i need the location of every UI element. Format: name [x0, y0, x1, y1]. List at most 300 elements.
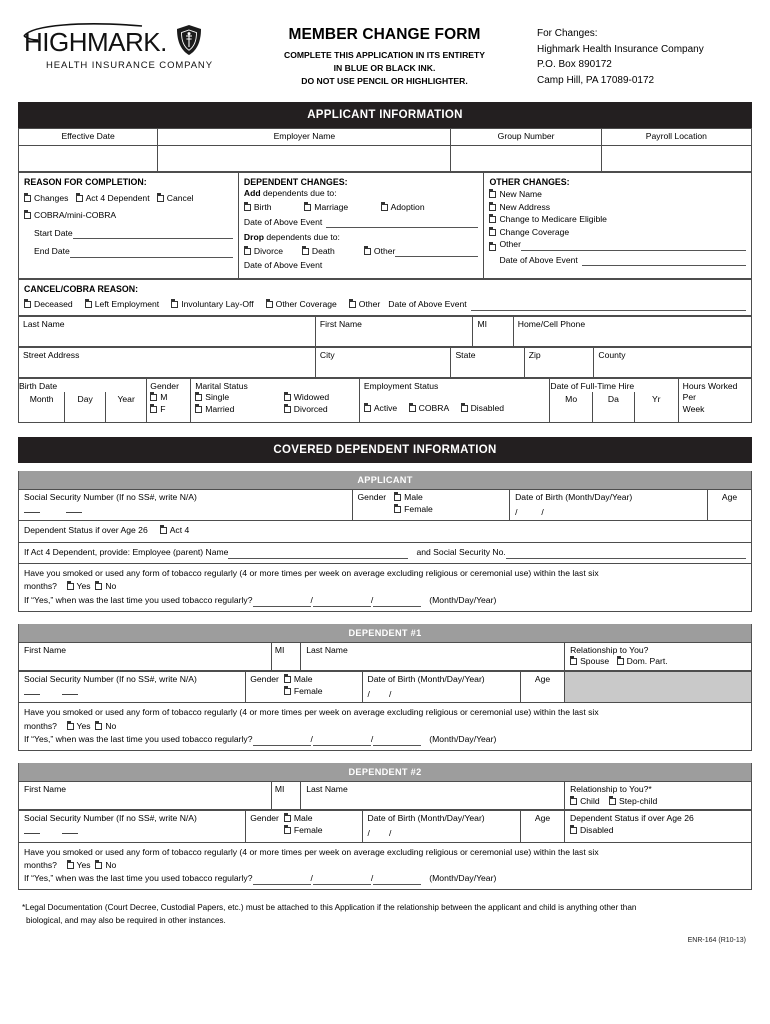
label-adoption: Adoption	[390, 202, 425, 213]
checkbox-applicant-female[interactable]	[394, 504, 433, 516]
checkbox-icon[interactable]	[381, 204, 388, 211]
checkbox-dep2-child[interactable]	[570, 796, 600, 808]
field-hours-worked[interactable]	[678, 378, 751, 423]
field-state[interactable]	[451, 347, 524, 377]
checkbox-icon[interactable]	[349, 301, 356, 308]
drop-rest-label: dependents due to:	[263, 232, 340, 243]
label-hours-week: Week	[682, 403, 705, 414]
checkbox-dep1-spouse[interactable]	[570, 656, 609, 668]
input-birth-year[interactable]	[106, 392, 147, 422]
field-dep2-first-name[interactable]	[19, 782, 272, 810]
checkbox-tobacco-no-applicant[interactable]	[95, 580, 116, 593]
input-tobacco-month-applicant[interactable]	[253, 597, 311, 607]
label-single: Single	[205, 392, 230, 403]
tobacco-last-used-label: If “Yes,” when was the last time you used tobacco regularly?	[24, 594, 253, 605]
label-first-name: First Name	[319, 318, 362, 329]
input-tobacco-year-applicant[interactable]	[373, 597, 421, 607]
label-dep2-last-name: Last Name	[306, 784, 348, 795]
label-new-address: New Address	[499, 201, 551, 212]
field-marital-status	[191, 378, 360, 423]
label-divorced: Divorced	[293, 403, 328, 414]
field-dep1-gender	[246, 672, 363, 703]
checkbox-tobacco-no-dep2[interactable]	[95, 859, 116, 872]
label-month: Month	[29, 394, 54, 405]
checkbox-icon[interactable]	[364, 405, 371, 412]
cancel-cobra-table	[18, 279, 752, 315]
checkbox-dep2-male[interactable]	[284, 813, 323, 825]
checkbox-icon[interactable]	[195, 394, 202, 401]
checkbox-icon[interactable]	[570, 798, 577, 805]
applicant-detail-table	[18, 489, 752, 521]
label-dep2-dob: Date of Birth (Month/Day/Year)	[367, 813, 485, 824]
checkbox-icon[interactable]	[489, 229, 496, 236]
label-dep2-ssn: Social Security Number (If no SS#, write N/A)	[24, 813, 197, 824]
checkbox-gender-female[interactable]	[150, 404, 187, 416]
checkbox-change-coverage[interactable]	[489, 226, 746, 238]
field-applicant-dob[interactable]: Date of Birth (Month/Day/Year) / /	[510, 490, 708, 521]
input-other-drop[interactable]	[395, 247, 478, 257]
label-gender-f: F	[160, 403, 166, 414]
col-group-number: Group Number	[451, 129, 601, 146]
field-first-name[interactable]	[315, 316, 473, 346]
checkbox-icon[interactable]	[302, 248, 309, 255]
checkbox-icon[interactable]	[409, 405, 416, 412]
reason-title: REASON FOR COMPLETION:	[24, 176, 147, 187]
checkbox-dep1-female[interactable]	[284, 686, 323, 698]
checkbox-dep2-stepchild[interactable]	[609, 796, 657, 808]
input-tobacco-year-dep1[interactable]	[373, 736, 421, 746]
input-date-above-event-other[interactable]	[582, 256, 746, 266]
dependent2-detail-table	[18, 810, 752, 842]
label-mdy-dep2: (Month/Day/Year)	[429, 873, 497, 884]
label-dep1-ssn: Social Security Number (If no SS#, write N/A)	[24, 674, 197, 685]
form-number: ENR-164 (R10-13)	[687, 937, 746, 945]
checkbox-new-name[interactable]	[489, 188, 746, 200]
field-last-name[interactable]	[19, 316, 316, 346]
checkbox-disabled-employment[interactable]	[461, 403, 504, 415]
label-deceased: Deceased	[34, 298, 73, 309]
field-gender	[147, 378, 191, 423]
label-widowed: Widowed	[293, 392, 330, 403]
applicant-information-table	[18, 128, 752, 172]
input-tobacco-month-dep2[interactable]	[253, 875, 311, 885]
label-new-name: New Name	[499, 189, 542, 200]
label-other-drop: Other	[373, 245, 396, 256]
field-dep2-gender	[246, 811, 363, 842]
label-date-above-event-other: Date of Above Event	[499, 254, 578, 265]
label-year: Year	[117, 394, 135, 405]
form-title: MEMBER CHANGE FORM	[288, 26, 481, 43]
input-act4-parent-name[interactable]	[228, 549, 408, 559]
label-other-changes: Other	[499, 239, 521, 250]
label-dep2-mi: MI	[274, 784, 285, 795]
label-home-cell-phone: Home/Cell Phone	[517, 318, 586, 329]
ssn-dash-2	[62, 833, 78, 834]
field-city[interactable]	[315, 347, 451, 377]
dependent1-name-table	[18, 642, 752, 671]
dependent-changes-cell	[238, 172, 484, 278]
checkbox-icon[interactable]	[284, 827, 291, 834]
checkbox-icon[interactable]	[157, 195, 164, 202]
checkbox-icon[interactable]	[266, 301, 273, 308]
field-dep2-relationship	[565, 782, 752, 810]
dependent2-name-table	[18, 781, 752, 810]
address-pobox: P.O. Box 890172	[537, 59, 612, 70]
checkbox-tobacco-no-dep1[interactable]	[95, 720, 116, 733]
label-dep1-dob: Date of Birth (Month/Day/Year)	[367, 674, 485, 685]
dependent2-band: DEPENDENT #2	[18, 763, 752, 781]
checkbox-cobra-mini-cobra[interactable]	[24, 210, 116, 222]
field-dep1-relationship	[565, 642, 752, 670]
checkbox-deceased[interactable]	[24, 299, 73, 311]
label-marital-status: Marital Status	[195, 380, 248, 391]
checkbox-new-address[interactable]	[489, 201, 746, 213]
applicant-information-band: APPLICANT INFORMATION	[18, 102, 752, 128]
checkbox-icon[interactable]	[394, 506, 401, 513]
input-tobacco-month-dep1[interactable]	[253, 736, 311, 746]
label-tobacco-no: No	[105, 720, 117, 731]
checkbox-icon[interactable]	[95, 583, 102, 590]
input-birth-month[interactable]	[19, 392, 65, 422]
checkbox-left-employment[interactable]	[85, 299, 159, 311]
label-act4-dependent: Act 4 Dependent	[85, 193, 150, 204]
checkbox-birth[interactable]	[244, 202, 302, 214]
checkbox-divorce[interactable]	[244, 246, 302, 258]
other-changes-cell	[484, 172, 752, 278]
input-date-above-event-cancel[interactable]	[471, 301, 746, 311]
checkbox-act4-dependent[interactable]	[76, 193, 150, 205]
checkbox-icon[interactable]	[364, 248, 371, 255]
blue-shield-icon	[176, 24, 202, 56]
form-instruction-line-2: IN BLUE OR BLACK INK.	[333, 62, 436, 73]
label-applicant-gender: Gender	[357, 492, 387, 503]
checkbox-icon[interactable]	[489, 191, 496, 198]
checkbox-icon[interactable]	[67, 862, 74, 869]
checkbox-icon[interactable]	[76, 195, 83, 202]
label-hours-worked: Hours Worked	[682, 380, 738, 391]
label-active: Active	[373, 403, 398, 414]
label-change-medicare-eligible: Change to Medicare Eligible	[499, 214, 607, 225]
checkbox-dep2-disabled[interactable]	[570, 825, 746, 837]
field-mi[interactable]	[473, 316, 513, 346]
field-dep1-first-name[interactable]	[19, 642, 272, 670]
field-dep2-ssn[interactable]	[19, 811, 246, 842]
checkbox-icon[interactable]	[284, 688, 291, 695]
label-hire-da: Da	[607, 394, 619, 405]
label-city: City	[319, 349, 335, 360]
demographics-table	[18, 378, 752, 424]
label-mi: MI	[477, 318, 487, 329]
input-end-date[interactable]	[70, 248, 233, 258]
form-instruction-line-3: DO NOT USE PENCIL OR HIGHLIGHTER.	[301, 75, 468, 86]
checkbox-act4[interactable]	[160, 524, 190, 537]
dependent-changes-title: DEPENDENT CHANGES:	[243, 176, 348, 187]
label-birth-date: Birth Date	[19, 380, 58, 391]
tobacco-months-label: months?	[24, 859, 57, 870]
field-dep1-dob[interactable]: Date of Birth (Month/Day/Year) / /	[363, 672, 521, 703]
field-employment-status	[359, 378, 550, 423]
ssn-dash-2	[66, 512, 82, 513]
checkbox-cobra-employment[interactable]	[409, 403, 450, 415]
checkbox-icon[interactable]	[461, 405, 468, 412]
drop-bold-label: Drop	[243, 232, 264, 243]
checkbox-icon[interactable]	[67, 723, 74, 730]
checkbox-icon[interactable]	[24, 301, 31, 308]
input-birth-day[interactable]	[65, 392, 106, 422]
col-payroll-location: Payroll Location	[601, 129, 751, 146]
name-row-table	[18, 316, 752, 347]
checkbox-adoption[interactable]	[381, 202, 425, 214]
checkbox-icon[interactable]	[150, 406, 157, 413]
address-label: For Changes:	[537, 28, 598, 39]
field-home-cell-phone[interactable]	[513, 316, 751, 346]
field-birth-date	[19, 378, 147, 423]
checkbox-icon[interactable]	[284, 406, 291, 413]
field-dep2-dob[interactable]: Date of Birth (Month/Day/Year) / /	[363, 811, 521, 842]
field-applicant-ssn[interactable]	[19, 490, 353, 521]
field-zip[interactable]	[524, 347, 594, 377]
checkbox-icon[interactable]	[489, 244, 496, 251]
tobacco-question-line1: Have you smoked or used any form of tobacco regularly (4 or more times per week on average excluding religious or ceremonial use) within the last six	[24, 707, 599, 718]
checkbox-icon[interactable]	[394, 494, 401, 501]
label-start-date: Start Date	[34, 227, 73, 238]
changes-reasons-table	[18, 172, 752, 279]
highmark-logo	[24, 22, 232, 71]
label-cancel: Cancel	[166, 193, 194, 204]
label-changes: Changes	[34, 193, 69, 204]
checkbox-other-coverage[interactable]	[266, 299, 337, 311]
field-applicant-gender	[352, 490, 510, 521]
tobacco-last-used-label: If “Yes,” when was the last time you used tobacco regularly?	[24, 733, 253, 744]
tobacco-last-used-label: If “Yes,” when was the last time you used tobacco regularly?	[24, 873, 253, 884]
input-effective-date[interactable]	[19, 145, 158, 171]
checkbox-icon[interactable]	[150, 394, 157, 401]
ssn-dash-1	[24, 512, 40, 513]
legal-footnote-line1: *Legal Documentation (Court Decree, Custodial Papers, etc.) must be attached to this Application if the relationship between the applicant and child is anything other than	[22, 903, 637, 913]
label-other-cancel: Other	[358, 298, 381, 309]
field-dep1-mi[interactable]	[271, 642, 300, 670]
label-street-address: Street Address	[23, 349, 80, 360]
checkbox-gender-male[interactable]	[150, 392, 187, 404]
label-divorce: Divorce	[253, 245, 284, 256]
label-dep1-gender: Gender	[250, 674, 279, 685]
label-last-name: Last Name	[23, 318, 65, 329]
cancel-cobra-cell	[19, 280, 752, 315]
label-date-above-event-drop: Date of Above Event	[243, 260, 323, 271]
checkbox-icon[interactable]	[171, 301, 178, 308]
col-employer-name: Employer Name	[158, 129, 451, 146]
label-state: State	[455, 349, 476, 360]
col-effective-date: Effective Date	[19, 129, 158, 146]
checkbox-icon[interactable]	[244, 204, 251, 211]
label-dep2-age: Age	[534, 813, 551, 824]
checkbox-cancel[interactable]	[157, 193, 194, 205]
checkbox-icon[interactable]	[24, 212, 31, 219]
dependent2-tobacco-block: Have you smoked or used any form of tobacco regularly (4 or more times per week on average excluding religious or ceremonial use) within the last six months? Yes No If “Yes,” when was the last time you used tobacco regularly? / / (Month/Day/Year)	[18, 843, 752, 891]
label-marriage: Marriage	[314, 202, 349, 213]
input-payroll-location[interactable]	[601, 145, 751, 171]
checkbox-active[interactable]	[364, 403, 397, 415]
label-change-coverage: Change Coverage	[499, 226, 570, 237]
label-tobacco-yes: Yes	[76, 859, 91, 870]
input-hire-month[interactable]	[550, 392, 592, 422]
label-applicant-female: Female	[404, 503, 433, 514]
checkbox-tobacco-yes-applicant[interactable]	[67, 580, 91, 593]
field-dep2-last-name[interactable]	[301, 782, 565, 810]
checkbox-widowed[interactable]	[284, 392, 329, 404]
mailing-address-block	[537, 22, 752, 88]
label-act4-parent-ssn: and Social Security No.	[416, 546, 506, 557]
label-act4-parent-name: If Act 4 Dependent, provide: Employee (parent) Name	[24, 546, 229, 557]
label-hire-date: Date of Full-Time Hire	[550, 380, 635, 391]
label-tobacco-yes: Yes	[76, 720, 91, 731]
checkbox-dep1-male[interactable]	[284, 674, 323, 686]
field-dep1-age[interactable]	[521, 672, 565, 703]
field-applicant-age[interactable]	[708, 490, 752, 521]
address-row-table	[18, 347, 752, 378]
checkbox-single[interactable]	[195, 392, 281, 404]
input-hire-year[interactable]	[634, 392, 677, 422]
input-date-above-event-add[interactable]	[326, 218, 478, 228]
label-dep2-female: Female	[293, 824, 323, 835]
label-married: Married	[205, 403, 235, 414]
checkbox-icon[interactable]	[304, 204, 311, 211]
checkbox-icon[interactable]	[244, 248, 251, 255]
checkbox-other-drop[interactable]	[364, 246, 396, 258]
input-other-changes[interactable]	[521, 241, 746, 251]
add-rest-label: dependents due to:	[260, 188, 337, 199]
checkbox-icon[interactable]	[95, 862, 102, 869]
tobacco-months-label: months?	[24, 581, 57, 592]
label-dep2-gender: Gender	[250, 813, 279, 824]
label-dep1-age: Age	[534, 674, 551, 685]
applicant-dep-status-row	[18, 521, 752, 542]
label-mdy-applicant: (Month/Day/Year)	[429, 594, 497, 605]
dependent1-tobacco-block: Have you smoked or used any form of tobacco regularly (4 or more times per week on average excluding religious or ceremonial use) within the last six months? Yes No If “Yes,” when was the last time you used tobacco regularly? / / (Month/Day/Year)	[18, 703, 752, 751]
dependent1-detail-table	[18, 671, 752, 703]
checkbox-icon[interactable]	[284, 815, 291, 822]
label-death: Death	[311, 245, 335, 256]
add-bold-label: Add	[243, 188, 261, 199]
applicant-act4-row	[18, 543, 752, 564]
label-dep2-child: Child	[580, 795, 600, 806]
checkbox-icon[interactable]	[570, 658, 577, 665]
checkbox-dep2-female[interactable]	[284, 825, 323, 837]
ssn-dash-1	[24, 833, 40, 834]
input-hire-day[interactable]	[592, 392, 634, 422]
checkbox-icon[interactable]	[195, 406, 202, 413]
checkbox-changes[interactable]	[24, 193, 68, 205]
checkbox-icon[interactable]	[284, 676, 291, 683]
label-hire-mo: Mo	[565, 394, 578, 405]
label-dep1-female: Female	[293, 685, 323, 696]
field-dep1-last-name[interactable]	[301, 642, 565, 670]
label-dep1-mi: MI	[274, 644, 285, 655]
label-hire-yr: Yr	[651, 394, 661, 405]
checkbox-death[interactable]	[302, 246, 364, 258]
cancel-cobra-title: CANCEL/COBRA REASON:	[24, 284, 139, 295]
checkbox-divorced[interactable]	[284, 404, 328, 416]
legal-footnote	[18, 902, 752, 927]
checkbox-icon[interactable]	[160, 527, 167, 534]
label-cobra-employment: COBRA	[418, 403, 450, 414]
label-dep1-relationship: Relationship to You?	[570, 644, 649, 655]
checkbox-icon[interactable]	[85, 301, 92, 308]
label-dep2-male: Male	[293, 813, 313, 824]
field-street-address[interactable]	[19, 347, 316, 377]
checkbox-icon[interactable]	[617, 658, 624, 665]
field-county[interactable]	[594, 347, 752, 377]
checkbox-tobacco-yes-dep2[interactable]	[67, 859, 91, 872]
checkbox-change-medicare-eligible[interactable]	[489, 213, 746, 225]
label-mdy-dep1: (Month/Day/Year)	[429, 733, 497, 744]
input-group-number[interactable]	[451, 145, 601, 171]
reason-for-completion-cell	[19, 172, 239, 278]
checkbox-other-changes[interactable]	[489, 238, 746, 250]
ssn-dash-2	[62, 694, 78, 695]
checkbox-icon[interactable]	[489, 216, 496, 223]
input-employer-name[interactable]	[158, 145, 451, 171]
table-row-headers	[19, 129, 752, 146]
input-tobacco-day-dep1[interactable]	[313, 736, 371, 746]
field-dep1-ssn[interactable]	[19, 672, 246, 703]
checkbox-icon[interactable]	[67, 583, 74, 590]
checkbox-other-cancel[interactable]	[349, 299, 381, 311]
label-dep2-first-name: First Name	[24, 784, 67, 795]
checkbox-icon[interactable]	[489, 204, 496, 211]
checkbox-dep1-dompart[interactable]	[617, 656, 668, 668]
label-date-above-event-cancel: Date of Above Event	[388, 298, 467, 309]
input-start-date[interactable]	[73, 229, 233, 239]
checkbox-involuntary-layoff[interactable]	[171, 299, 253, 311]
dep1-shaded-cell	[565, 672, 752, 703]
checkbox-tobacco-yes-dep1[interactable]	[67, 720, 91, 733]
label-employment-status: Employment Status	[363, 380, 439, 391]
checkbox-icon[interactable]	[95, 723, 102, 730]
label-dep1-male: Male	[293, 674, 313, 685]
label-date-above-event-add: Date of Above Event	[243, 216, 323, 227]
checkbox-icon[interactable]	[609, 798, 616, 805]
label-disabled-employment: Disabled	[470, 403, 505, 414]
label-day: Day	[77, 394, 93, 405]
input-tobacco-year-dep2[interactable]	[373, 875, 421, 885]
tobacco-question-line1: Have you smoked or used any form of tobacco regularly (4 or more times per week on average excluding religious or ceremonial use) within the last six	[24, 567, 599, 578]
checkbox-icon[interactable]	[570, 827, 577, 834]
checkbox-applicant-male[interactable]	[394, 492, 433, 504]
checkbox-icon[interactable]	[284, 394, 291, 401]
label-gender-m: M	[160, 392, 168, 403]
field-dep2-age[interactable]	[521, 811, 565, 842]
table-row-inputs	[19, 145, 752, 171]
other-changes-title: OTHER CHANGES:	[489, 176, 570, 187]
label-applicant-dob: Date of Birth (Month/Day/Year)	[515, 492, 633, 503]
applicant-tobacco-block: Have you smoked or used any form of tobacco regularly (4 or more times per week on average excluding religious or ceremonial use) within the last six months? Yes No If “Yes,” when was the last time you used tobacco regularly? / / (Month/Day/Year)	[18, 564, 752, 612]
form-header	[18, 0, 752, 102]
input-tobacco-day-applicant[interactable]	[313, 597, 371, 607]
checkbox-married[interactable]	[195, 404, 281, 416]
label-applicant-age: Age	[721, 492, 738, 503]
field-dep2-mi[interactable]	[271, 782, 300, 810]
label-involuntary-layoff: Involuntary Lay-Off	[181, 298, 254, 309]
label-gender: Gender	[150, 380, 179, 391]
label-other-coverage: Other Coverage	[275, 298, 337, 309]
checkbox-marriage[interactable]	[304, 202, 378, 214]
input-tobacco-day-dep2[interactable]	[313, 875, 371, 885]
checkbox-icon[interactable]	[24, 195, 31, 202]
input-act4-parent-ssn[interactable]	[506, 549, 746, 559]
logo-subtitle: HEALTH INSURANCE COMPANY	[46, 60, 213, 71]
label-act4: Act 4	[169, 525, 190, 536]
